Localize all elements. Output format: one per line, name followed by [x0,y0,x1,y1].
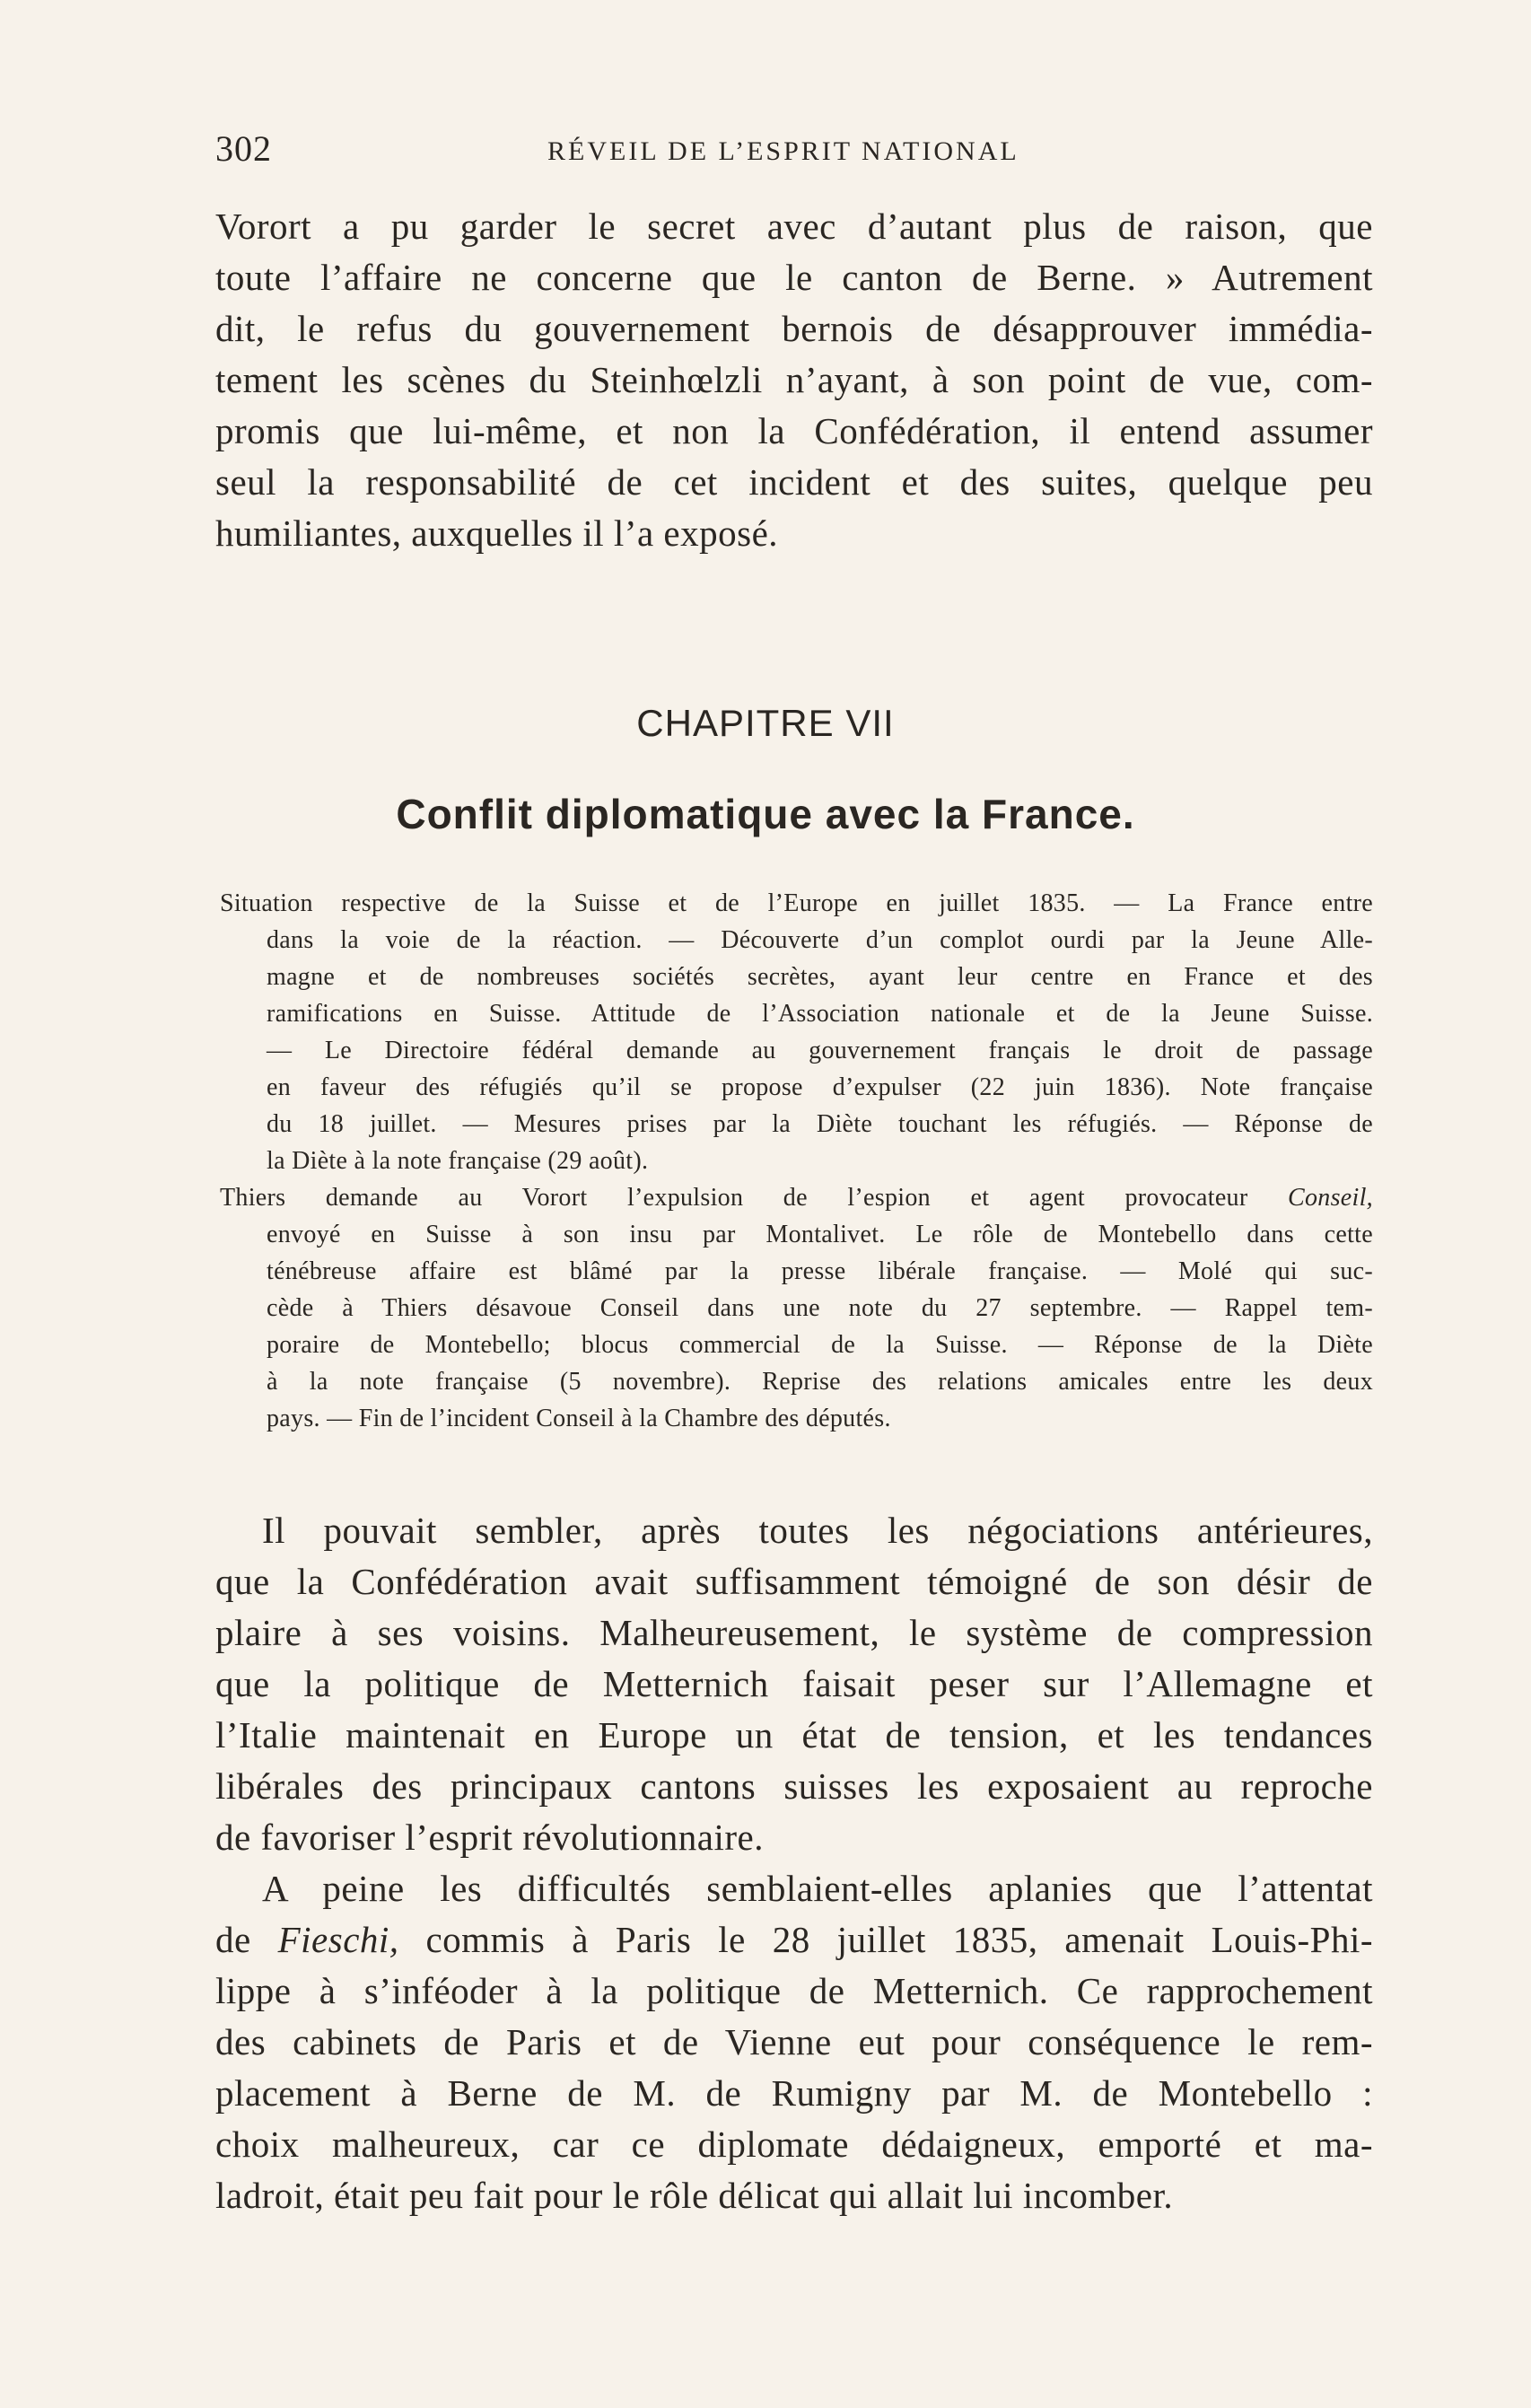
text-line: l’Italie maintenait en Europe un état de tension, et les tendances [215,1714,1373,1756]
text-line: de favoriser l’esprit révolutionnaire. [215,1817,764,1858]
summary-line: magne et de nombreuses sociétés secrètes, ayant leur centre en France et des [267,963,1373,991]
summary-line: — Le Directoire fédéral demande au gouvernement français le droit de passage [267,1037,1373,1064]
summary-line: ténébreuse affaire est blâmé par la presse libérale française. — Molé qui suc- [267,1257,1373,1285]
summary-line: la Diète à la note française (29 août). [267,1147,649,1175]
text-segment: commis à Paris le 28 juillet 1835, amenait Louis-Phi- [425,1919,1373,1960]
running-head: RÉVEIL DE L’ESPRIT NATIONAL [547,136,1019,166]
summary-line: à la note française (5 novembre). Reprise des relations amicales entre les deux [267,1368,1373,1396]
text-line: plaire à ses voisins. Malheureusement, le système de compression [215,1612,1373,1653]
text-segment: de [215,1919,251,1960]
summary-line: Situation respective de la Suisse et de l’Europe en juillet 1835. — La France entre [220,889,1373,917]
text-line: tement les scènes du Steinhœlzli n’ayant, à son point de vue, com- [215,359,1373,400]
summary-line: en faveur des réfugiés qu’il se propose d’expulser (22 juin 1836). Note française [267,1073,1373,1101]
text-line: ladroit, était peu fait pour le rôle délicat qui allait lui incomber. [215,2175,1174,2216]
text-line: lippe à s’inféoder à la politique de Metternich. Ce rapprochement [215,1970,1373,2011]
text-line: que la Confédération avait suffisamment témoigné de son désir de [215,1561,1373,1602]
summary-line: poraire de Montebello; blocus commercial de la Suisse. — Réponse de la Diète [267,1331,1373,1359]
page-number: 302 [215,128,272,169]
body-paragraph-1 [215,1505,1373,1863]
summary-line [220,1179,1373,1216]
body-paragraph-2 [215,1863,1373,2221]
opening-paragraph [215,201,1373,559]
italic-name-fieschi: Fieschi, [277,1919,399,1960]
summary-line: ramifications en Suisse. Attitude de l’Association nationale et de la Jeune Suisse. [267,1000,1373,1028]
page-header [215,127,1373,181]
summary-text: Thiers demande au Vorort l’expulsion de l’espion et agent provocateur [220,1184,1248,1212]
text-line: A peine les difficultés semblaient-elles aplanies que l’attentat [262,1868,1373,1909]
text-line: Vorort a pu garder le secret avec d’autant plus de raison, que [215,206,1373,247]
summary-line: cède à Thiers désavoue Conseil dans une note du 27 septembre. — Rappel tem- [267,1294,1373,1322]
summary-line: dans la voie de la réaction. — Découverte d’un complot ourdi par la Jeune Alle- [267,926,1373,954]
summary-italic-name: Conseil, [1288,1184,1373,1212]
text-line: dit, le refus du gouvernement bernois de désapprouver immédia- [215,308,1373,349]
text-line [215,1914,1373,1966]
text-line: toute l’affaire ne concerne que le canton de Berne. » Autrement [215,257,1373,298]
chapter-title: Conflit diplomatique avec la France. [396,791,1135,837]
text-line: libérales des principaux cantons suisses les exposaient au reproche [215,1765,1373,1807]
text-line: humiliantes, auxquelles il l’a exposé. [215,512,779,554]
summary-line: du 18 juillet. — Mesures prises par la Diète touchant les réfugiés. — Réponse de [267,1110,1373,1138]
text-line: placement à Berne de M. de Rumigny par M. de Montebello : [215,2072,1373,2114]
text-line: que la politique de Metternich faisait peser sur l’Allemagne et [215,1663,1373,1704]
text-line: promis que lui-même, et non la Confédération, il entend assumer [215,410,1373,451]
chapter-number: CHAPITRE VII [636,702,895,744]
text-line: des cabinets de Paris et de Vienne eut pour conséquence le rem- [215,2021,1373,2062]
text-line: seul la responsabilité de cet incident et des suites, quelque peu [215,461,1373,503]
text-line: Il pouvait sembler, après toutes les négociations antérieures, [262,1510,1373,1551]
text-line: choix malheureux, car ce diplomate dédaigneux, emporté et ma- [215,2123,1373,2165]
chapter-summary [220,885,1373,1437]
summary-line: envoyé en Suisse à son insu par Montalivet. Le rôle de Montebello dans cette [267,1221,1373,1248]
summary-line: pays. — Fin de l’incident Conseil à la Chambre des députés. [267,1405,891,1432]
